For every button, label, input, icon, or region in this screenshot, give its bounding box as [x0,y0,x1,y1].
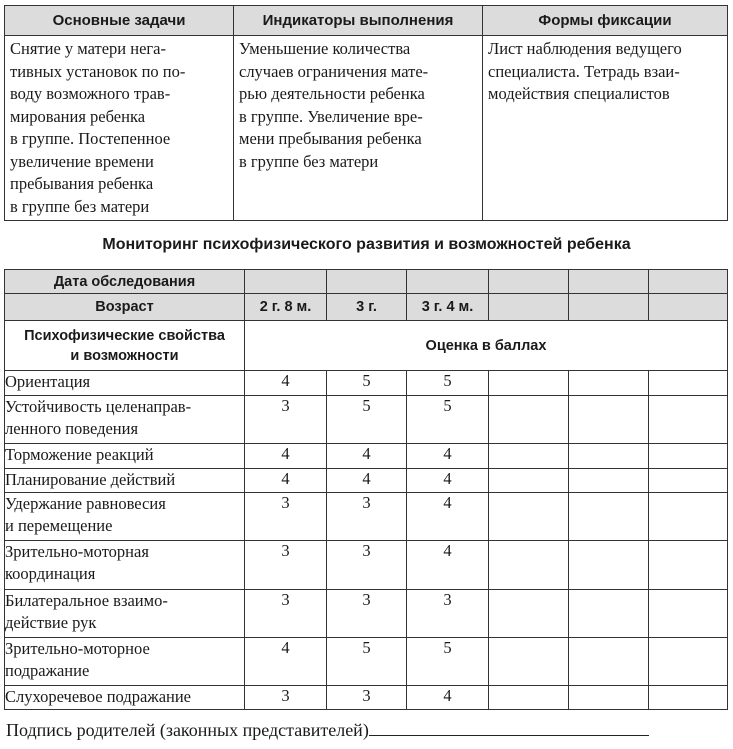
property-name: Билатеральное взаимо- действие рук [5,590,245,638]
header-indicators: Индикаторы выполнения [234,6,483,36]
date-cell [569,270,649,294]
property-row [5,396,728,444]
signature-blank[interactable] [369,717,649,736]
score-value: 4 [327,469,407,493]
score-cell-empty [489,371,569,396]
score-cell-empty [489,493,569,541]
score-value: 3 [245,396,327,444]
score-value: 3 [245,686,327,710]
property-row [5,371,728,396]
date-cell [245,270,327,294]
score-value: 5 [407,396,489,444]
score-cell-empty [649,469,728,493]
age-value: 2 г. 8 м. [245,294,327,321]
score-cell-empty [489,541,569,590]
age-row [5,294,728,321]
property-row [5,469,728,493]
age-cell-empty [649,294,728,321]
score-cell-empty [489,396,569,444]
date-cell [407,270,489,294]
score-value: 5 [327,371,407,396]
score-value: 4 [407,686,489,710]
score-cell-empty [649,371,728,396]
property-name: Планирование действий [5,469,245,493]
score-value: 4 [245,638,327,686]
score-value: 3 [245,590,327,638]
score-value: 4 [407,469,489,493]
score-header: Оценка в баллах [245,321,728,371]
property-row [5,686,728,710]
score-value: 3 [327,590,407,638]
property-name: Зрительно-моторная координация [5,541,245,590]
property-name: Зрительно-моторное подражание [5,638,245,686]
tasks-table [4,5,728,221]
indicators-cell: Уменьшение количества случаев ограничения мате- рью деятельности ребенка в группе. Увеличение вре- мени пребывания ребенка в группе без матери [234,36,483,221]
tasks-row [5,36,728,221]
score-value: 3 [245,541,327,590]
score-cell-empty [489,469,569,493]
property-row [5,541,728,590]
score-cell-empty [489,686,569,710]
age-label: Возраст [5,294,245,321]
monitoring-title: Мониторинг психофизического развития и возможностей ребенка [102,236,631,253]
age-cell-empty [489,294,569,321]
score-cell-empty [649,638,728,686]
property-name: Торможение реакций [5,444,245,469]
score-cell-empty [649,541,728,590]
score-cell-empty [569,493,649,541]
score-value: 4 [407,444,489,469]
score-cell-empty [489,444,569,469]
date-label: Дата обследования [5,270,245,294]
score-cell-empty [649,444,728,469]
date-cell [327,270,407,294]
signature-label: Подпись родителей (законных представителей) [6,720,369,740]
header-record-forms: Формы фиксации [483,6,728,36]
date-row [5,270,728,294]
score-cell-empty [649,686,728,710]
score-cell-empty [649,590,728,638]
score-cell-empty [489,590,569,638]
property-name: Слухоречевое подражание [5,686,245,710]
monitoring-table [4,269,728,710]
age-value: 3 г. 4 м. [407,294,489,321]
score-cell-empty [569,396,649,444]
score-cell-empty [569,590,649,638]
score-cell-empty [569,541,649,590]
property-row [5,638,728,686]
score-value: 4 [407,493,489,541]
property-name: Устойчивость целенаправ- ленного поведения [5,396,245,444]
date-cell [489,270,569,294]
property-name: Ориентация [5,371,245,396]
score-cell-empty [569,371,649,396]
score-cell-empty [569,686,649,710]
score-value: 3 [245,493,327,541]
age-cell-empty [569,294,649,321]
score-value: 4 [245,444,327,469]
score-cell-empty [569,638,649,686]
score-header-row [5,321,728,371]
property-row [5,444,728,469]
score-cell-empty [649,396,728,444]
date-cell [649,270,728,294]
property-row [5,590,728,638]
record-forms-cell: Лист наблюдения ведущего специалиста. Тетрадь взаи- модействия специалистов [483,36,728,221]
score-value: 5 [327,396,407,444]
main-tasks-cell: Снятие у матери нега- тивных установок по по- воду возможного трав- мирования ребенка в группе. Постепенное увеличение времени пребывания ребенка в группе без матери [5,36,234,221]
score-cell-empty [649,493,728,541]
score-value: 3 [327,686,407,710]
score-value: 3 [407,590,489,638]
score-value: 3 [327,493,407,541]
score-value: 4 [245,469,327,493]
tasks-header-row [5,6,728,36]
signature-line [6,717,649,741]
header-main-tasks: Основные задачи [5,6,234,36]
score-value: 4 [245,371,327,396]
property-row [5,493,728,541]
score-value: 5 [407,371,489,396]
score-cell-empty [489,638,569,686]
score-value: 5 [327,638,407,686]
score-value: 5 [407,638,489,686]
score-value: 3 [327,541,407,590]
score-value: 4 [407,541,489,590]
age-value: 3 г. [327,294,407,321]
score-cell-empty [569,469,649,493]
score-value: 4 [327,444,407,469]
properties-header: Психофизические свойства и возможности [5,321,245,371]
property-name: Удержание равновесия и перемещение [5,493,245,541]
score-cell-empty [569,444,649,469]
